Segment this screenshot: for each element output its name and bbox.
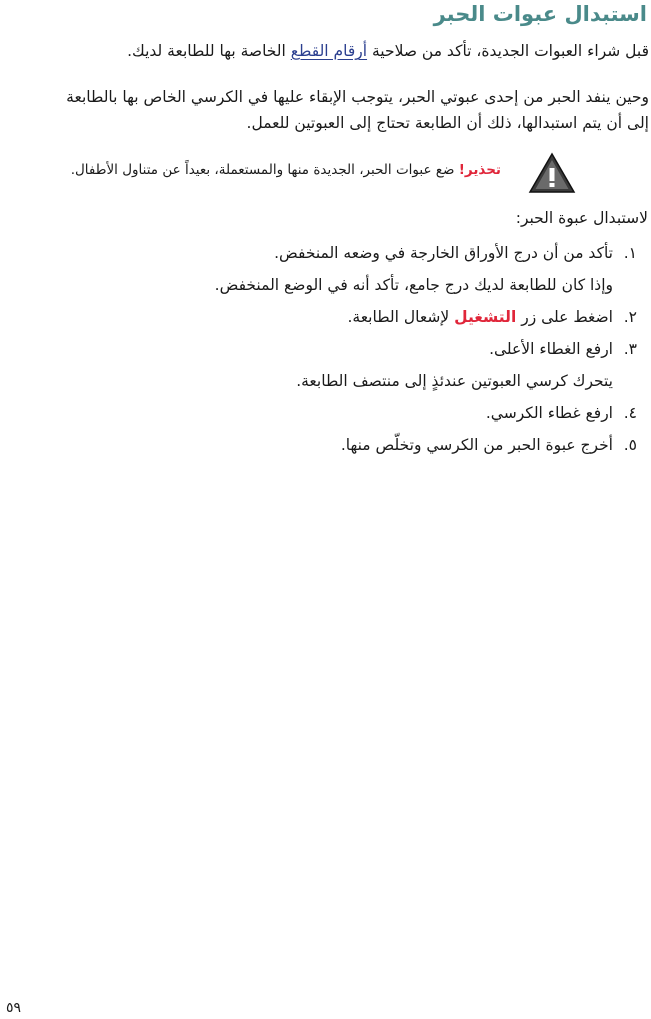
step-number: ٢. [623,308,637,326]
step-3-note [0,368,651,400]
procedure-steps [0,240,651,464]
step-1-note [0,272,651,304]
step-text: تأكد من أن درج الأوراق الخارجة في وضعه المنخفض. [274,244,613,262]
part-numbers-link[interactable]: أرقام القطع [290,42,368,60]
step-4 [0,400,651,432]
step-text: أخرج عبوة الحبر من الكرسي وتخلّص منها. [340,436,613,454]
step-number: ٣. [623,340,637,358]
page-title: استبدال عبوات الحبر [433,2,647,26]
step-2 [0,304,651,336]
step-3 [0,336,651,368]
procedure-intro: لاستبدال عبوة الحبر: [515,209,648,227]
step-note-text: يتحرك كرسي العبوتين عندئذٍ إلى منتصف الطابعة. [296,372,613,390]
warning-triangle-icon [528,152,576,194]
intro-text-after: الخاصة بها للطابعة لديك. [127,42,286,60]
step-2-text-before: اضغط على زر [521,308,613,326]
warning-body: ضع عبوات الحبر، الجديدة منها والمستعملة، بعيداً عن متناول الأطفال. [70,162,455,178]
warning-box [0,148,651,196]
intro-paragraph [127,38,649,64]
step-number: ١. [623,244,637,262]
step-number: ٥. [623,436,637,454]
step-2-text-after: لإشعال الطابعة. [347,308,450,326]
warning-label: تحذير! [458,162,501,178]
empty-cartridge-paragraph [66,84,649,136]
step-text [347,308,613,326]
step-5 [0,432,651,464]
power-button-label: التشغيل [454,308,517,326]
step-text: ارفع الغطاء الأعلى. [489,340,613,358]
page-number: ٥٩ [6,1000,22,1016]
empty-cartridge-line-1: وحين ينفد الحبر من إحدى عبوتي الحبر، يتوجب الإبقاء عليها في الكرسي الخاص بها بالطابعة [66,88,649,106]
intro-text-before: قبل شراء العبوات الجديدة، تأكد من صلاحية [372,42,649,60]
step-number: ٤. [623,404,637,422]
empty-cartridge-line-2: إلى أن يتم استبدالها، ذلك أن الطابعة تحتاج إلى العبوتين للعمل. [246,114,649,132]
step-text: ارفع غطاء الكرسي. [485,404,613,422]
step-note-text: وإذا كان للطابعة لديك درج جامع، تأكد أنه في الوضع المنخفض. [214,276,613,294]
warning-message [71,162,501,178]
step-1 [0,240,651,272]
